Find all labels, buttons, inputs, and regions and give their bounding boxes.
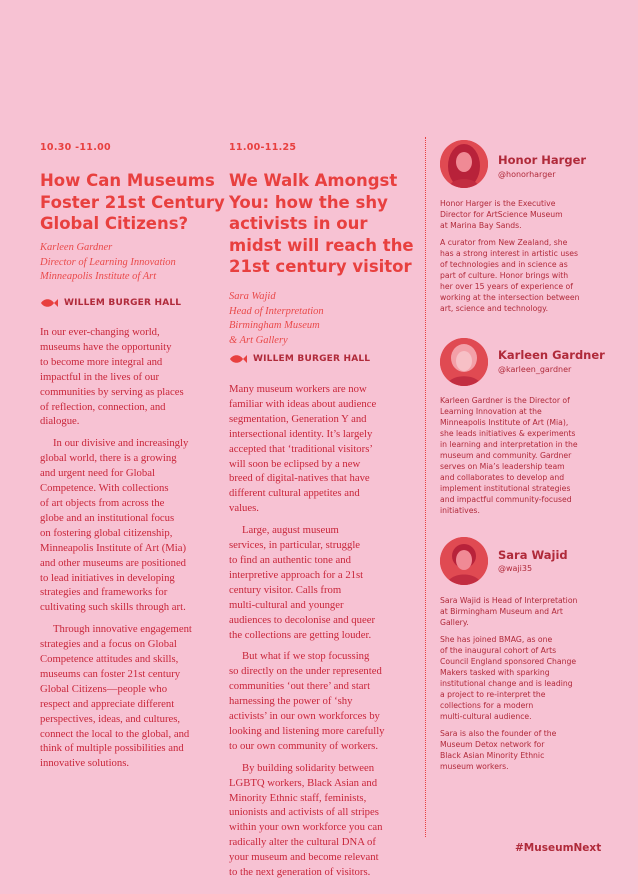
paragraph: Honor Harger is the Executive Director for ArtScience Museum at Marina Bay Sands. — [440, 199, 563, 230]
talk-1-venue — [40, 298, 181, 308]
portrait-icon — [440, 140, 488, 188]
bio-name: Karleen Gardner — [498, 348, 605, 362]
speaker-org: & Art Gallery — [229, 334, 288, 346]
paragraph: A curator from New Zealand, she has a strong interest in artistic uses of technologies and in science as part of culture. Honor brings with her over 15 years of experience of working at the intersection between art, science and technology. — [440, 238, 580, 313]
column-divider — [425, 137, 426, 837]
speaker-photo-sara-wajid — [440, 537, 488, 585]
talk-1-time: 10.30 -11.00 — [40, 142, 111, 153]
bio-text-karleen-gardner — [440, 395, 605, 522]
paragraph: Large, august museum services, in particular, struggle to find an authentic tone and interpretive approach for a 21st century visitor. Calls from multi-cultural and younger audiences to decolonise and queer the collections are getting louder. — [229, 524, 376, 641]
talk-1-title-line: Global Citizens? — [40, 214, 189, 233]
fish-icon — [229, 354, 247, 364]
talk-2-title-line: We Walk Amongst — [229, 171, 398, 190]
talk-2-speaker — [229, 290, 324, 348]
talk-2-title-line: 21st century visitor — [229, 257, 412, 276]
bio-text-sara-wajid — [440, 595, 605, 778]
bio-handle: @waji35 — [498, 564, 533, 573]
portrait-icon — [440, 537, 488, 585]
paragraph: By building solidarity between LGBTQ workers, Black Asian and Minority Ethnic staff, feminists, unionists and activists of all stripes within your own workforce you can radically alter the cultural DNA of your museum and become relevant to the next generation of visitors. — [229, 761, 383, 879]
talk-1-body — [40, 325, 220, 778]
paragraph: Through innovative engagement strategies and a focus on Global Competence attitudes and skills, museums can foster 21st century Global Citizens—people who respect and appreciate different perspectives, ideas, and cultures, connect the local to the global, and think of multiple possibilities and innovative solutions. — [40, 623, 192, 770]
portrait-icon — [440, 338, 488, 386]
speaker-photo-karleen-gardner — [440, 338, 488, 386]
bio-name: Sara Wajid — [498, 548, 568, 562]
paragraph: In our ever-changing world, museums have the opportunity to become more integral and impactful in the lives of our communities by serving as places of reflection, connection, and dialogue. — [40, 326, 184, 428]
speaker-role: Head of Interpretation — [229, 305, 324, 317]
talk-2-body — [229, 382, 414, 887]
talk-2-title-line: activists in our — [229, 214, 368, 233]
bio-handle: @karleen_gardner — [498, 365, 572, 374]
paragraph: In our divisive and increasingly global world, there is a growing and urgent need for Global Competence. With collections of art objects from across the globe and an institutional focus on fostering global citizenship, Minneapolis Institute of Art (Mia) and other museums are positioned to lead initiatives in developing strategies and frameworks for cultivating such skills through art. — [40, 437, 189, 614]
talk-2-title-line: You: how the shy — [229, 192, 388, 212]
bio-name: Honor Harger — [498, 153, 587, 167]
speaker-org: Minneapolis Institute of Art — [40, 271, 157, 282]
footer-hashtag: #MuseumNext — [515, 842, 602, 854]
talk-1-title-line: How Can Museums — [40, 171, 215, 190]
paragraph: Karleen Gardner is the Director of Learning Innovation at the Minneapolis Institute of Art (Mia), she leads initiatives & experiments in learning and interpretation in the museum and community. Gardner serves on Mia’s leadership team and collaborates to develop and implement institutional strategies and impactful community-focused initiatives. — [440, 396, 578, 515]
paragraph: Many museum workers are now familiar with ideas about audience segmentation, Generation Y and intersectional identity. It’s largely accepted that ‘traditional visitors’ will soon be eclipsed by a new breed of digital-natives that have different cultural appetites and values. — [229, 383, 377, 515]
talk-2-venue — [229, 354, 370, 364]
venue-label: WILLEM BURGER HALL — [64, 298, 182, 308]
fish-icon — [40, 298, 58, 308]
paragraph: She has joined BMAG, as one of the inaugural cohort of Arts Council England sponsored Change Makers tasked with sparking institutional change and is leading a project to re-interpret the collections for a modern multi-cultural audience. — [440, 635, 577, 721]
talk-1-title — [40, 170, 225, 235]
paragraph: Sara Wajid is Head of Interpretation at Birmingham Museum and Art Gallery. — [440, 596, 578, 627]
bio-handle: @honorharger — [498, 170, 556, 179]
speaker-name: Sara Wajid — [229, 291, 276, 302]
paragraph: Sara is also the founder of the Museum Detox network for Black Asian Minority Ethnic museum workers. — [440, 729, 557, 771]
speaker-org: Birmingham Museum — [229, 320, 320, 331]
talk-2-title — [229, 170, 419, 278]
speaker-photo-honor-harger — [440, 140, 488, 188]
venue-label: WILLEM BURGER HALL — [253, 354, 371, 364]
paragraph: But what if we stop focussing so directly on the under represented communities ‘out there’ and start harnessing the power of ‘shy activists’ in our own workforces by looking and listening more carefully to our own community of workers. — [229, 650, 385, 752]
talk-1-title-line: Foster 21st Century — [40, 192, 225, 212]
talk-1-speaker — [40, 241, 176, 285]
speaker-name: Karleen Gardner — [40, 242, 113, 253]
bio-text-honor-harger — [440, 198, 600, 320]
talk-2-title-line: midst will reach the — [229, 235, 414, 255]
talk-2-time: 11.00-11.25 — [229, 142, 297, 153]
speaker-role: Director of Learning Innovation — [40, 256, 176, 268]
